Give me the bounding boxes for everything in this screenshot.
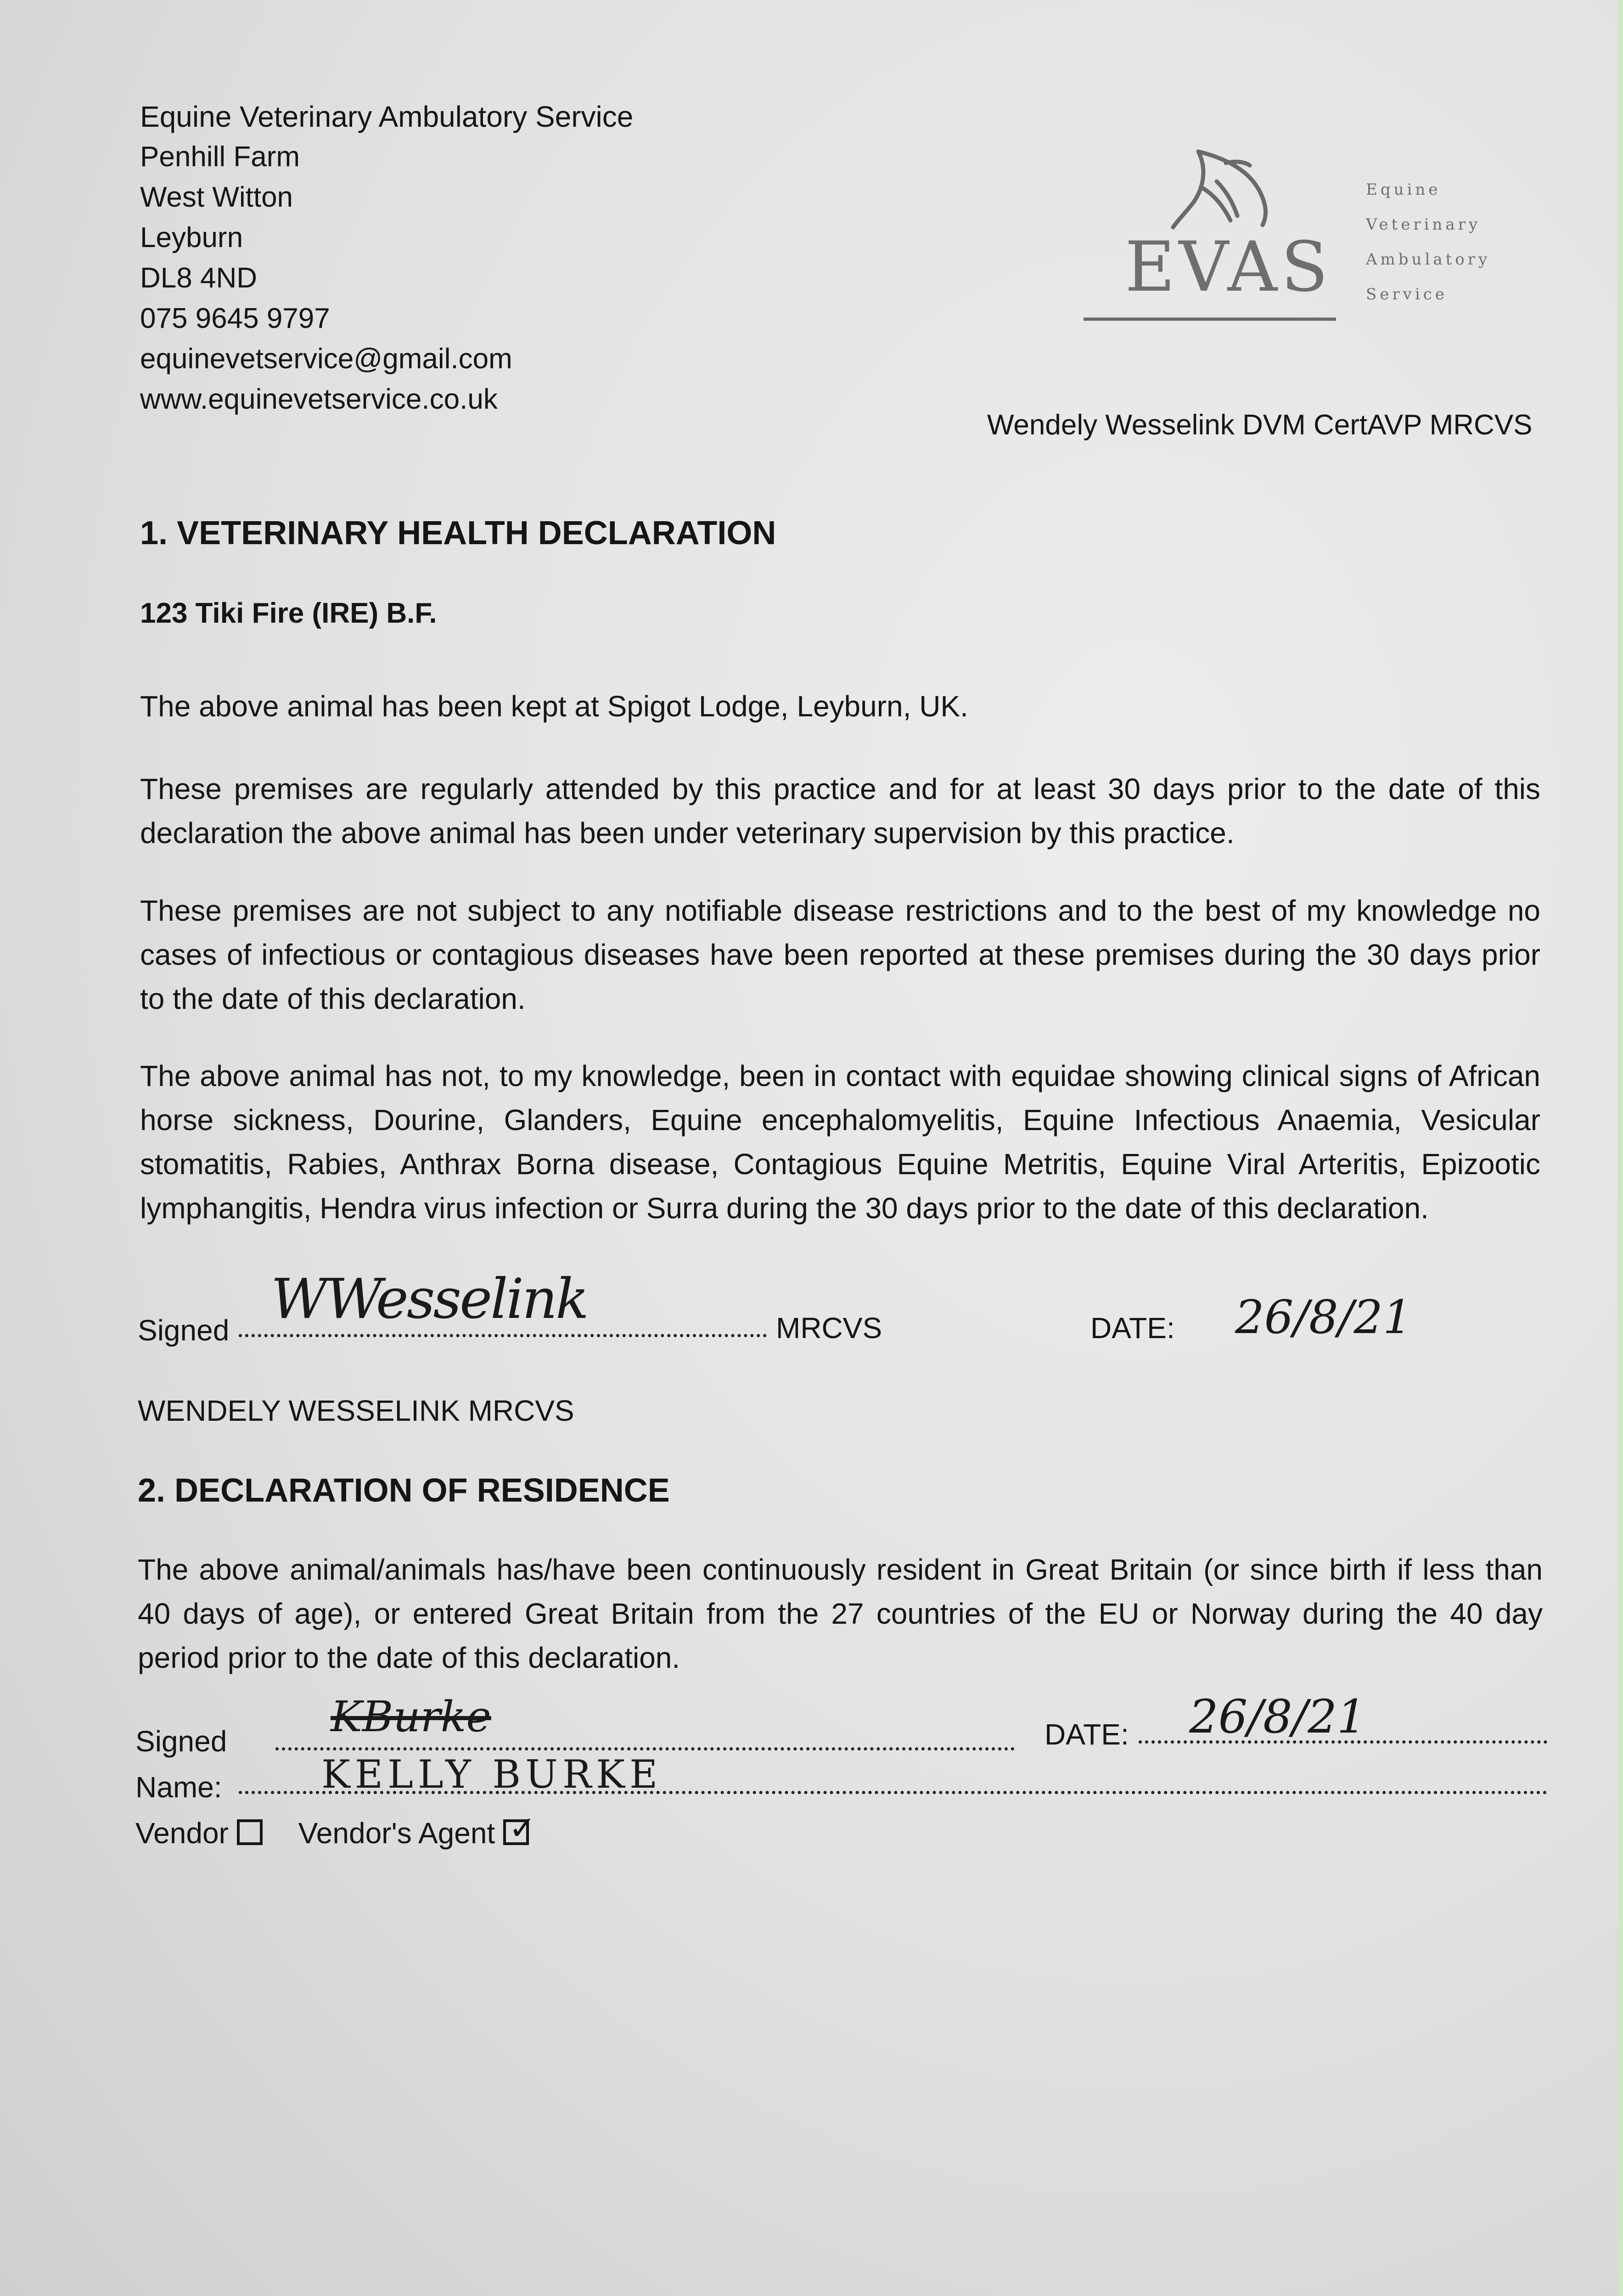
- vendor-agent-signature: KBurke: [331, 1692, 491, 1741]
- vendor-agent-label: Vendor's Agent: [298, 1817, 495, 1850]
- address-line-3: Leyburn: [140, 222, 243, 253]
- section2-signature-line: [275, 1747, 1015, 1750]
- evas-logo: [1079, 138, 1515, 331]
- email-address: equinevetservice@gmail.com: [140, 343, 512, 375]
- name-label: Name:: [135, 1771, 222, 1804]
- website-address: www.equinevetservice.co.uk: [140, 383, 498, 415]
- letterhead-address: [140, 96, 633, 420]
- vet-signatory-name: WENDELY WESSELINK MRCVS: [138, 1394, 574, 1427]
- organisation-name: Equine Veterinary Ambulatory Service: [140, 100, 634, 133]
- section1-date-value: 26/8/21: [1235, 1290, 1412, 1344]
- logo-word-1: Equine: [1366, 180, 1441, 199]
- vet-credentials: Wendely Wesselink DVM CertAVP MRCVS: [987, 409, 1533, 441]
- section1-signature-line: [239, 1334, 767, 1337]
- vendor-checkbox[interactable]: [237, 1819, 263, 1845]
- section2-paragraph: The above animal/animals has/have been continuously resident in Great Britain (or since birth if less than 40 days of age), or entered Great Britain from the 27 countries of the EU or Norway during the 40 day period prior to the date of this declaration.: [138, 1553, 1543, 1674]
- address-line-2: West Witton: [140, 181, 293, 213]
- section2-signed-label: Signed: [135, 1725, 227, 1758]
- address-line-4: DL8 4ND: [140, 262, 257, 294]
- section2-heading: 2. DECLARATION OF RESIDENCE: [138, 1472, 670, 1509]
- section1-paragraph-1: The above animal has been kept at Spigot Lodge, Leyburn, UK.: [140, 690, 968, 723]
- section1-heading: 1. VETERINARY HEALTH DECLARATION: [140, 515, 776, 551]
- logo-words: [1366, 172, 1490, 312]
- vendor-agent-checkbox[interactable]: [503, 1809, 536, 1847]
- section1-paragraph-4: The above animal has not, to my knowledge, been in contact with equidae showing clinical signs of African horse sickness, Dourine, Glanders, Equine encephalomyelitis, Equine Infectious Anaemia, Vesicular stomatitis, Rabies, Anthrax Borna disease, Contagious Equine Metritis, Equine Viral Arteritis, Epizootic lymphangitis, Hendra virus infection or Surra during the 30 days prior to the date of this declaration.: [140, 1059, 1540, 1225]
- horse-name: 123 Tiki Fire (IRE) B.F.: [140, 597, 437, 629]
- mrcvs-label: MRCVS: [776, 1311, 882, 1345]
- check-mark-icon: ✓: [509, 1809, 536, 1847]
- section2-date-value: 26/8/21: [1189, 1690, 1366, 1744]
- section1-paragraph-3: These premises are not subject to any notifiable disease restrictions and to the best of my knowledge no cases of infectious or contagious diseases have been reported at these premises during the 30 days prior to the date of this declaration.: [140, 894, 1540, 1015]
- logo-word-4: Service: [1366, 285, 1448, 304]
- section1-signed-label: Signed: [138, 1314, 230, 1347]
- logo-word-2: Veterinary: [1366, 215, 1481, 234]
- name-value: KELLY BURKE: [321, 1752, 663, 1797]
- section1-date-label: DATE:: [1090, 1311, 1175, 1345]
- vendor-options: [135, 1809, 536, 1850]
- section2-date-label: DATE:: [1045, 1718, 1129, 1751]
- sheet-edge: [1617, 0, 1623, 2296]
- vet-signature: WWesselink: [271, 1267, 587, 1331]
- section1-paragraph-2: These premises are regularly attended by this practice and for at least 30 days prior to the date of this declaration the above animal has been under veterinary supervision by this practice.: [140, 772, 1540, 850]
- logo-text: EVAS: [1125, 227, 1332, 307]
- vendor-label: Vendor: [135, 1817, 229, 1850]
- phone-number: 075 9645 9797: [140, 303, 330, 334]
- logo-word-3: Ambulatory: [1366, 250, 1491, 269]
- address-line-1: Penhill Farm: [140, 141, 300, 173]
